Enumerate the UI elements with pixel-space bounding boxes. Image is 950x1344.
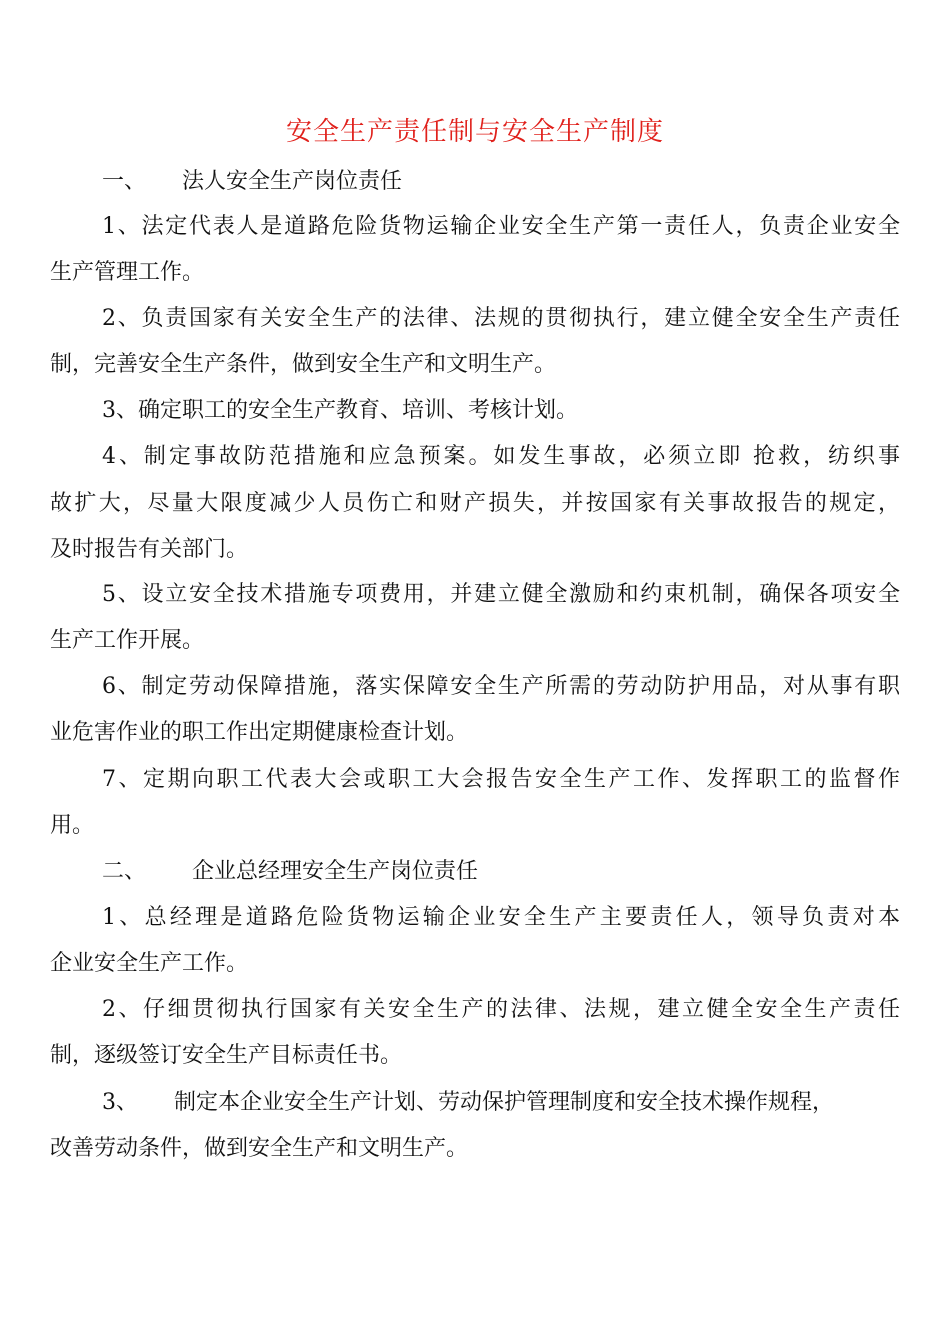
section-heading-text: 法人安全生产岗位责任 bbox=[182, 169, 403, 194]
section-number: 一、 bbox=[102, 169, 147, 194]
section-heading-text: 企业总经理安全生产岗位责任 bbox=[192, 859, 479, 884]
section-heading bbox=[50, 856, 900, 888]
document-title: 安全生产责任制与安全生产制度 bbox=[285, 117, 664, 147]
paragraph-line bbox=[50, 1087, 900, 1119]
paragraph-line: 3、确定职工的安全生产教育、培训、考核计划。 bbox=[102, 398, 578, 423]
paragraph-line: 故扩大，尽量大限度减少人员伤亡和财产损失，并按国家有关事故报告的规定， bbox=[50, 491, 900, 516]
paragraph-line: 1、总经理是道路危险货物运输企业安全生产主要责任人，领导负责对本 bbox=[102, 905, 900, 930]
section-number: 二、 bbox=[102, 859, 147, 884]
paragraph-line: 7、定期向职工代表大会或职工大会报告安全生产工作、发挥职工的监督作 bbox=[102, 767, 900, 792]
paragraph-line: 改善劳动条件，做到安全生产和文明生产。 bbox=[50, 1136, 469, 1161]
paragraph-line: 5、设立安全技术措施专项费用，并建立健全激励和约束机制，确保各项安全 bbox=[102, 582, 900, 607]
section-heading bbox=[50, 166, 900, 198]
paragraph-line: 制，完善安全生产条件，做到安全生产和文明生产。 bbox=[50, 352, 557, 377]
paragraph-line: 生产管理工作。 bbox=[50, 260, 205, 285]
paragraph-line: 6、制定劳动保障措施，落实保障安全生产所需的劳动防护用品，对从事有职 bbox=[102, 674, 900, 699]
paragraph-line: 制，逐级签订安全生产目标责任书。 bbox=[50, 1043, 403, 1068]
paragraph-line: 用。 bbox=[50, 813, 95, 838]
paragraph-line: 2、仔细贯彻执行国家有关安全生产的法律、法规，建立健全安全生产责任 bbox=[102, 997, 900, 1022]
paragraph-line: 1、法定代表人是道路危险货物运输企业安全生产第一责任人，负责企业安全 bbox=[102, 214, 900, 239]
paragraph-line: 4、制定事故防范措施和应急预案。如发生事故，必须立即 抢救，纺织事 bbox=[102, 444, 900, 469]
item-text: 制定本企业安全生产计划、劳动保护管理制度和安全技术操作规程， bbox=[174, 1090, 835, 1115]
paragraph-line: 2、负责国家有关安全生产的法律、法规的贯彻执行，建立健全安全生产责任 bbox=[102, 306, 900, 331]
paragraph-line: 及时报告有关部门。 bbox=[50, 537, 249, 562]
paragraph-line: 生产工作开展。 bbox=[50, 628, 205, 653]
paragraph-line: 企业安全生产工作。 bbox=[50, 951, 249, 976]
item-number: 3、 bbox=[102, 1090, 138, 1115]
paragraph-line: 业危害作业的职工作出定期健康检查计划。 bbox=[50, 720, 469, 745]
